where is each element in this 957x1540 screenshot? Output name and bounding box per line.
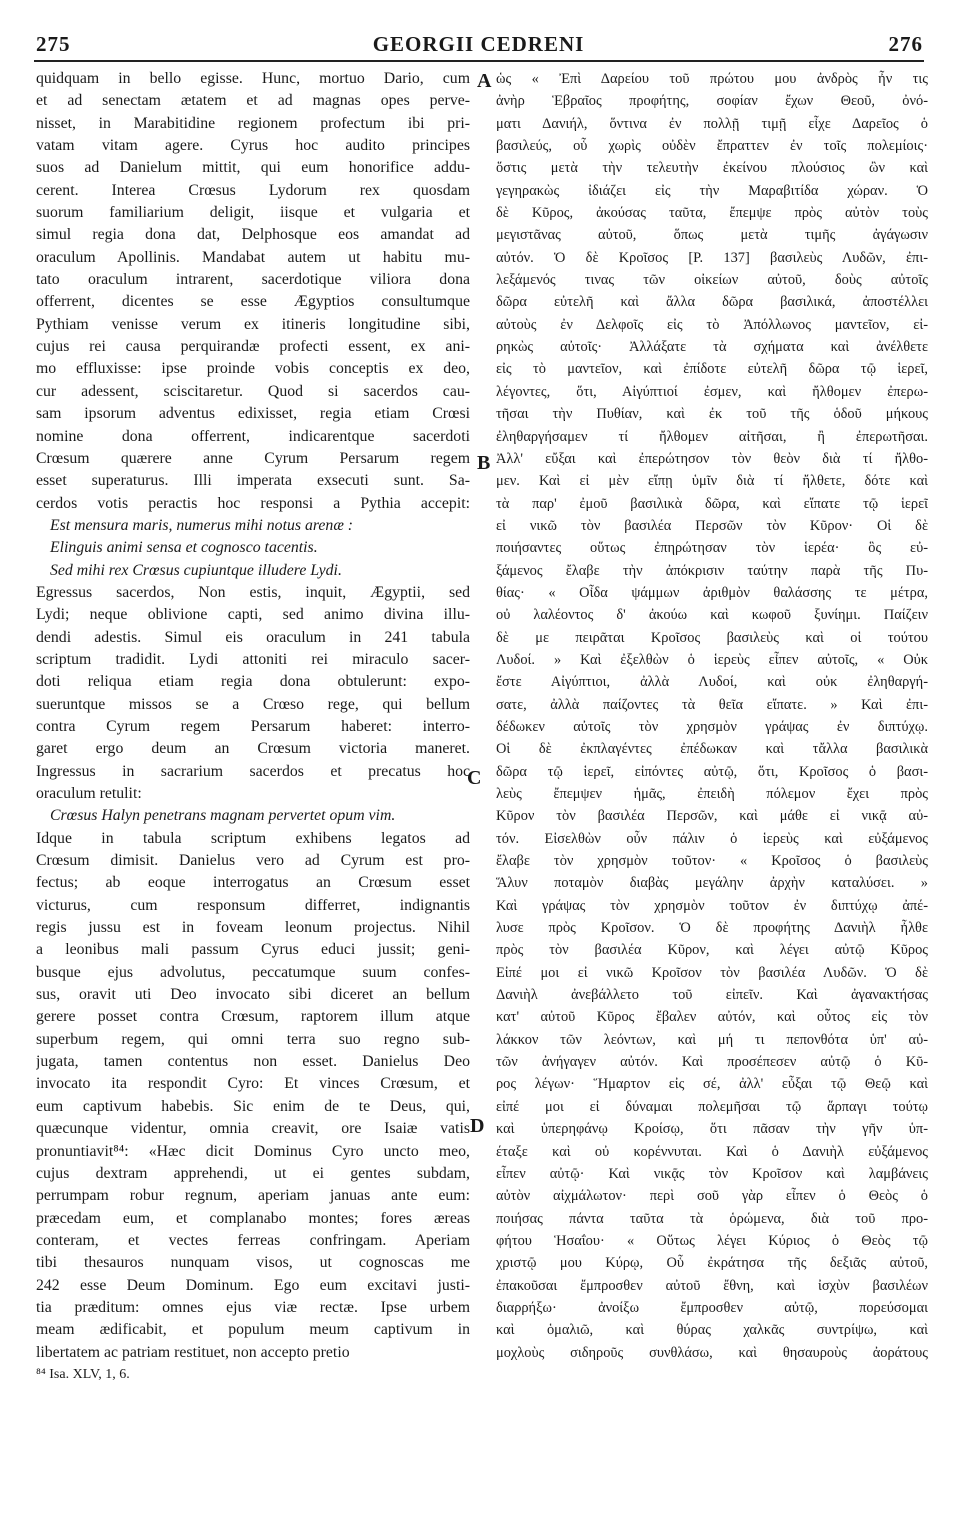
latin-text-line: meam ædificabit, et populum meum captivum in xyxy=(36,1321,470,1339)
greek-text-line: αὐτόν. Ὁ δὲ Κροῖσος [P. 137] βασιλεὺς Λυδῶν, ἐπι- xyxy=(496,249,928,266)
section-marker-c: C xyxy=(467,767,482,789)
greek-text-line: Λυδοί. » Καὶ ἐξελθὼν ὁ ἱερεὺς εἶπεν αὐτοῖς, « Οὐκ xyxy=(496,651,928,668)
greek-text-line: εἶπεν αὐτῷ· Καὶ νικᾷς τὸν Κροῖσον καὶ λαμβάνεις xyxy=(496,1165,928,1182)
latin-text-line: oraculum retulit: xyxy=(36,785,142,802)
latin-text-line: sus, oravit uti Deo invocato sibi diceret an bellum xyxy=(36,986,470,1004)
section-marker-a: A xyxy=(477,70,492,92)
greek-text-line: ματι Δανιήλ, ὅντινα ἐν πολλῇ τιμῇ εἶχε Δαρεῖος ὁ xyxy=(496,115,928,132)
greek-text-line: φήτου Ἡσαΐου· « Οὕτως λέγει Κύριος ὁ Θεὸς τῷ xyxy=(496,1232,928,1249)
greek-text-line: μεγιστᾶνας αὐτοῦ, ὅπως μετὰ τιμῆς ἀγάγωσιν xyxy=(496,227,928,244)
greek-text-line: δῶρα τῷ ἱερεῖ, εἰπόντες αὐτῷ, ὅτι, Κροῖσος ὁ βασι- xyxy=(496,763,928,780)
greek-text-line: ξάμενος ἔλαβε τὴν ἀπόκρισιν ταύτην παρὰ τῆς Πυ- xyxy=(496,562,928,579)
latin-text-line: gerere posset contra Crœsum, raptorem illum atque xyxy=(36,1008,470,1026)
greek-column xyxy=(496,68,928,1364)
latin-text-line: Crœsus Halyn penetrans magnam pervertet opum vim. xyxy=(50,807,396,825)
latin-text-line: suos ad Danielum mittit, qui eum honorifice addu- xyxy=(36,159,470,177)
greek-text-line: ὡς « Ἐπὶ Δαρείου τοῦ πρώτου μου ἀνδρὸς ἦν τις xyxy=(496,71,928,87)
greek-text-line: πρὸς τὸν βασιλέα Κῦρον, καὶ λέγει αὐτῷ Κῦρος xyxy=(496,942,928,959)
greek-text-line: ἔστε Αἰγύπτιοι, ἀλλὰ Λυδοί, καὶ οὐκ ἐληθαργή- xyxy=(496,674,928,691)
latin-text-line: sam ipsorum adventus edixisset, regia etiam Crœsi xyxy=(36,405,470,423)
greek-text-line: ρος λέγων· Ἥμαρτον εἰς σέ, ἀλλ' εὖξαι τῷ Θεῷ καὶ xyxy=(496,1076,928,1093)
greek-text-line: ἔλαβε τὸν χρησμὸν τοῦτον· « Κροῖσος ὁ βασιλεὺς xyxy=(496,853,928,870)
latin-text-line: 242 esse Deum Dominum. Ego eum excitavi justi- xyxy=(36,1276,470,1294)
greek-text-line: δῶρα εὐτελῆ καὶ ἄλλα δῶρα βασιλικά, ἀποστέλλει xyxy=(496,294,928,311)
latin-text-line: superbum regem, qui omni terra suo regno sub- xyxy=(36,1030,470,1048)
greek-text-line: λεὺς ἔπεμψεν ἡμᾶς, ἐπειδὴ πόλεμον ἔχει πρὸς xyxy=(496,786,928,802)
latin-text-line: scriptum tradidit. Lydi attoniti rei miraculo sacer- xyxy=(36,650,470,668)
latin-text-line: doti reliqua etiam regia dona obtulerunt: expo- xyxy=(36,673,470,691)
latin-text-line: Crœsum dimisit. Danielus vero ad Cyrum est pro- xyxy=(36,852,470,870)
latin-text-line: victurus, cum responsum differret, indignantis xyxy=(36,896,470,914)
latin-text-line: offerrent, dicentes se esse Ægyptios consultumque xyxy=(36,293,470,311)
latin-text-line: invocato ita respondit Cyro: Et vinces Crœsum, et xyxy=(36,1075,470,1093)
greek-text-line: ρηκὼς αὐτοῖς· Ἀλλάξατε τὰ σχήματα καὶ ἀνέλθετε xyxy=(496,339,928,356)
greek-text-line: θίας· « Οἶδα ψάμμων ἀριθμὸν θαλάσσης τε μέτρα, xyxy=(496,584,928,601)
latin-text-line: simul regia dona dat, Delphosque eos amandat ad xyxy=(36,226,470,244)
section-marker-d: D xyxy=(470,1115,485,1137)
latin-text-line: Crœsum quærere anne Cyrum Persarum regem xyxy=(36,449,470,467)
greek-text-line: δὲ με πειρᾶται Κροῖσος βασιλεὺς καὶ οἱ τούτου xyxy=(496,629,928,646)
greek-text-line: Ἀλλ' εὔξαι καὶ ἐπερώτησον τὸν θεὸν διὰ τί ἤλθο- xyxy=(496,450,928,467)
greek-text-line: ἀνὴρ Ἑβραῖος προφήτης, σοφίαν ἔχων Θεοῦ, ὀνό- xyxy=(496,93,928,110)
latin-text-line: nisset, in Marabitidine regionem profectum ibi pri- xyxy=(36,114,470,132)
latin-text-line: quæcunque videntur, omnia creavit, ore Isaiæ vatis xyxy=(36,1120,470,1138)
greek-text-line: λέγοντες, ὅτι, Αἰγύπτιοί ἐσμεν, καὶ ἤλθομεν ἐπερω- xyxy=(496,383,928,400)
latin-text-line: jugata, tamen contentus non esset. Danielus Deo xyxy=(36,1053,470,1071)
latin-text-line: garet ergo deum an Crœsum victoria maneret. xyxy=(36,740,470,758)
latin-text-line: cerent. Interea Crœsus Lydorum rex quosdam xyxy=(36,181,470,199)
header-rule xyxy=(34,60,924,62)
greek-text-line: λάκκον τῶν λεόντων, καὶ μή τι πεπονθότα ὑπ' αὐ- xyxy=(496,1031,928,1048)
latin-text-line: Egressus sacerdos, Non estis, inquit, Ægyptii, sed xyxy=(36,583,470,601)
latin-text-line: cujus dextram apprehendi, ut ei gentes subdam, xyxy=(36,1164,470,1182)
latin-text-line: ⁸⁴ Isa. XLV, 1, 6. xyxy=(36,1366,130,1382)
greek-text-line: βασιλεύς, οὗ χωρὶς οὐδὲν ἔπραττεν ἐν τοῖς πολεμίοις· xyxy=(496,138,928,155)
latin-text-line: Sed mihi rex Crœsus cupiuntque illudere Lydi. xyxy=(50,561,342,579)
latin-text-line: conteram, et vectes ferreas confringam. Aperiam xyxy=(36,1231,470,1249)
latin-text-line: nomine dona offerrent, indicarentque sacerdoti xyxy=(36,427,470,445)
greek-text-line: εἰς τὸ μαντεῖον, καὶ ἐπίδοτε εὐτελῆ δῶρα τῷ ἱερεῖ, xyxy=(496,361,928,378)
latin-text-line: vatam vitam agere. Cyrus hoc audito principes xyxy=(36,137,470,155)
greek-text-line: τῆσαι τὴν Πυθίαν, καὶ ἐκ τοῦ τῆς ὁδοῦ μήκους xyxy=(496,406,928,423)
greek-text-line: αὐτοὺς ἐν Δελφοῖς εἰς τὸ Ἀπόλλωνος μαντεῖον, εἰ- xyxy=(496,316,928,333)
greek-text-line: Εἰπέ μοι εἰ νικῶ Κροῖσον τὸν βασιλέα Λυδῶν. Ὁ δὲ xyxy=(496,964,928,981)
latin-text-line: eum captivum habebis. Sic enim de te Deus, qui, xyxy=(36,1097,470,1115)
greek-text-line: τόν. Εἰσελθὼν οὖν πάλιν ὁ ἱερεὺς καὶ εὐξάμενος xyxy=(496,830,928,847)
latin-text-line: cur adessent, sciscitaretur. Quod si sacerdos cau- xyxy=(36,382,470,400)
greek-text-line: εἰ νικῶ τὸν βασιλέα Περσῶν τὸν Κῦρον· Οἱ δὲ xyxy=(496,517,928,534)
latin-text-line: Elinguis animi sensa et cognosco tacentis. xyxy=(50,539,318,557)
greek-text-line: έταξε καὶ οὐ κορέννυται. Καὶ ὁ Δανιὴλ εὐξάμενος xyxy=(496,1143,928,1160)
latin-text-line: busque ejus advolutus, peccatumque suum confes- xyxy=(36,963,470,981)
page-number-right: 276 xyxy=(888,32,923,56)
latin-text-line: Lydi; neque oblivione capti, sed animo divina illu- xyxy=(36,606,470,624)
latin-text-line: oraculum Apollinis. Mandabat autem ut habitu mu- xyxy=(36,248,470,266)
latin-text-line: Ingressus in sacrarium sacerdos et precatus hoc xyxy=(36,762,470,780)
greek-text-line: τῶν ἀνήγαγεν αὐτόν. Καὶ προσέπεσεν αὐτῷ ὁ Κῦ- xyxy=(496,1054,928,1071)
latin-text-line: libertatem ac patriam restituet, non accepto pretio xyxy=(36,1343,350,1361)
greek-text-line: ποιήσαντες οὕτως ἐπηρώτησαν τὸν ἱερέα· ὃς εὐ- xyxy=(496,540,928,557)
greek-text-line: Δανιὴλ ἀνεβάλλετο τοῦ εἰπεῖν. Καὶ ἀγανακτήσας xyxy=(496,987,928,1004)
greek-text-line: κατ' αὐτοῦ Κῦρος ἔβαλεν αὐτόν, καὶ οὗτος εἰς τὸν xyxy=(496,1009,928,1026)
latin-text-line: sueruntque missos se a Crœso rege, qui bellum xyxy=(36,695,470,713)
greek-text-line: σατε, ἀλλὰ παίζοντες τὰ θεῖα εἴπατε. » Καὶ ἐπι- xyxy=(496,696,928,713)
latin-text-line: Idque in tabula scriptum exhibens legatos ad xyxy=(36,829,470,847)
latin-text-line: et ad senectam ætatem et ad magnas opes perve- xyxy=(36,92,470,110)
greek-text-line: γεγηρακὼς ἰδιάζει εἰς τὴν Μαραβιτίδα χώραν. Ὁ xyxy=(496,182,928,199)
latin-text-line: tia præditum: omnes ejus viæ rectæ. Ipse urbem xyxy=(36,1298,470,1316)
greek-text-line: ὅστις μετὰ τὴν τελευτὴν ἐκείνου πλούσιος ὢν καὶ xyxy=(496,160,928,177)
latin-text-line: cerdos votis peractis hoc responsi a Pythia accepit: xyxy=(36,494,470,512)
latin-text-line: præcedam eum, et complanabo montes; fores æreas xyxy=(36,1209,470,1227)
latin-text-line: quidquam in bello egisse. Hunc, mortuo Dario, cum xyxy=(36,70,470,87)
running-title: GEORGII CEDRENI xyxy=(372,32,585,56)
greek-text-line: Καὶ γράψας τὸν χρησμὸν τοῦτον ἐν διπτύχῳ ἀπέ- xyxy=(496,897,928,914)
greek-text-line: δὲ Κῦρος, ἀκούσας ταῦτα, ἔπεμψε πρὸς αὐτὸν τοὺς xyxy=(496,205,928,222)
greek-text-line: Ἅλυν ποταμὸν διαβὰς μεγάλην ἀρχὴν καταλύσει. » xyxy=(496,875,928,892)
greek-text-line: Κῦρον τὸν βασιλέα Περσῶν, καὶ μάθε εἰ νικᾷ αὐ- xyxy=(496,808,928,825)
section-marker-b: B xyxy=(477,452,491,474)
latin-text-line: a leonibus mali passum Cyrus educi jussit; geni- xyxy=(36,941,470,959)
greek-text-line: καὶ ὁμαλιῶ, καὶ θύρας χαλκᾶς συντρίψω, καὶ xyxy=(496,1322,928,1339)
latin-text-line: contra Cyrum regem Persarum haberet: interro- xyxy=(36,717,470,735)
latin-text-line: perrumpam robur regnum, aperiam januas ante eum: xyxy=(36,1187,470,1205)
greek-text-line: λεξάμενός τινας τῶν οἰκείων αὐτοῦ, δοὺς αὐτοῖς xyxy=(496,272,928,289)
page-number-left: 275 xyxy=(36,32,71,56)
greek-text-line: καὶ ὑπερηφάνῳ Κροίσῳ, ὅτι πᾶσαν τὴν γῆν ὑπ- xyxy=(496,1121,928,1138)
latin-text-line: pronuntiavit⁸⁴: «Hæc dicit Dominus Cyro uncto meo, xyxy=(36,1142,470,1160)
latin-text-line: suorum familiarium deligit, iisque et vulgaria et xyxy=(36,204,470,222)
greek-text-line: ἐπακοῦσαι ἔμπροσθεν αὐτοῦ ἔθνη, καὶ ἰσχὺν βασιλέων xyxy=(496,1277,928,1294)
latin-text-line: tibi thesauros nunquam visos, ut cognoscas me xyxy=(36,1254,470,1272)
latin-column xyxy=(36,68,470,1386)
latin-text-line: Est mensura maris, numerus mihi notus arenæ : xyxy=(50,516,354,534)
greek-text-line: αὐτὸν αἰχμάλωτον· περὶ σοῦ γὰρ εἶπεν ὁ Θεὸς ὁ xyxy=(496,1188,928,1205)
greek-text-line: μεν. Καὶ εἰ μὲν εἴπῃ ὑμῖν διὰ τί ἤλθετε, δότε καὶ xyxy=(496,473,928,490)
greek-text-line: ποιήσας πάντα ταῦτα τὰ ὁρώμενα, διὰ τοῦ προ- xyxy=(496,1210,928,1227)
latin-text-line: fectus; ab eoque interrogatus an Crœsum esset xyxy=(36,874,470,892)
greek-text-line: λυσε πρὸς Κροῖσον. Ὁ δὲ προφήτης Δανιὴλ ἦλθε xyxy=(496,920,928,937)
latin-text-line: esset superaturus. Illi imperata exsecuti sunt. Sa- xyxy=(36,472,470,490)
greek-text-line: μοχλοὺς σιδηροῦς συνθλάσω, καὶ θησαυροὺς ἀοράτους xyxy=(496,1344,928,1361)
greek-text-line: ἐληθαργήσαμεν τί ἤλθομεν αἰτῆσαι, ἢ ἐπερωτῆσαι. xyxy=(496,428,928,445)
greek-text-line: εἰπέ μοι εἰ δύναμαι πολεμῆσαι τῷ ἅρπαγι τούτῳ xyxy=(496,1098,928,1115)
greek-text-line: τὰ παρ' ἐμοῦ βασιλικὰ δῶρα, καὶ εἴπατε τῷ ἱερεῖ xyxy=(496,495,928,512)
latin-text-line: regis jussu est in foveam leonum projectus. Nihil xyxy=(36,919,470,937)
page-header xyxy=(0,32,957,68)
greek-text-line: διαρρήξω· ἀνοίξω ἔμπροσθεν αὐτῷ, πορεύσομαι xyxy=(496,1299,928,1316)
latin-text-line: mo effluxisse: ipse proinde vobis conceptis ex deo, xyxy=(36,360,470,378)
greek-text-line: Οἱ δὲ ἐκπλαγέντες ἐπέδωκαν καὶ τἄλλα βασιλικὰ xyxy=(496,741,928,758)
latin-text-line: Pythiam venisse verum ex itineris longitudine sibi, xyxy=(36,315,470,333)
latin-text-line: dendi adestis. Simul eis oraculum in 241 tabula xyxy=(36,628,470,646)
latin-text-line: cujus rei causa perquirandæ profecti essent, ex ani- xyxy=(36,338,470,356)
greek-text-line: χριστῷ μου Κύρῳ, Οὗ ἐκράτησα τῆς δεξιᾶς αὐτοῦ, xyxy=(496,1255,928,1272)
latin-text-line: tato oraculum intrarent, sacerdotique viliora dona xyxy=(36,271,470,289)
greek-text-line: δέδωκεν αὐτοῖς τὸν χρησμὸν γράψας ἐν διπτύχῳ. xyxy=(496,718,928,735)
greek-text-line: οὐ λαλέοντος δ' ἀκούω καὶ κωφοῦ ξυνίημι. Παίζειν xyxy=(496,607,928,624)
